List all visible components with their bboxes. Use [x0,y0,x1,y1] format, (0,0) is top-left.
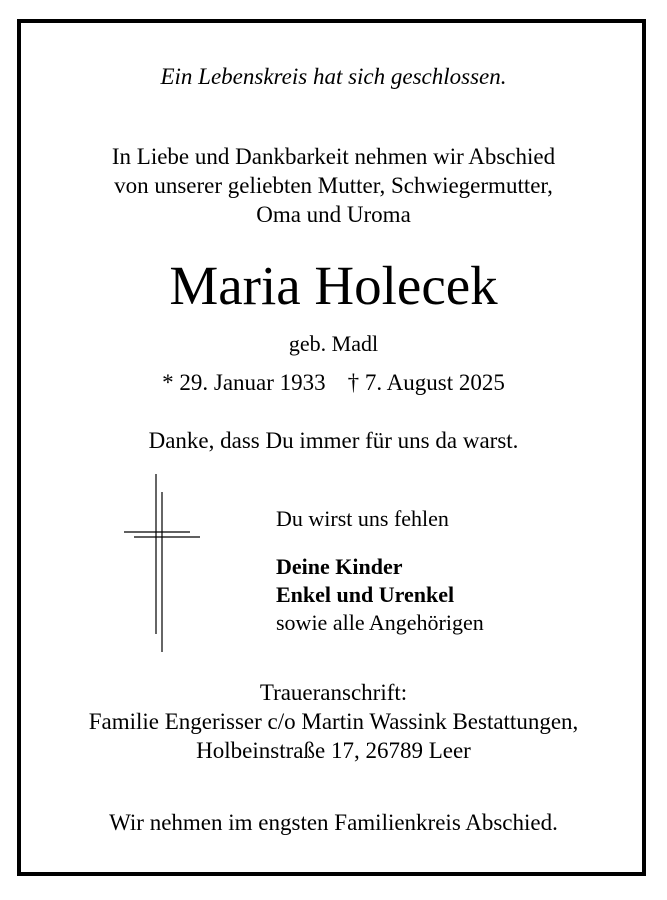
miss-you-text: Du wirst uns fehlen [276,506,449,531]
address-line-1: Familie Engerisser c/o Martin Wassink Bestattungen, [88,709,579,734]
mourning-address [0,678,667,765]
death-date: † 7. August 2025 [347,370,505,395]
intro-line-2: von unserer geliebten Mutter, Schwiegermutter, [114,173,553,198]
closing-text: Wir nehmen im engsten Familienkreis Abschied. [109,810,558,835]
family-children: Deine Kinder [276,554,403,579]
intro-line-1: In Liebe und Dankbarkeit nehmen wir Abschied [111,144,556,169]
intro-line-3: Oma und Uroma [256,202,411,227]
address-label: Traueranschrift: [259,680,408,705]
maiden-name: geb. Madl [288,331,379,356]
motto-text: Ein Lebenskreis hat sich geschlossen. [160,64,507,89]
signoff-block [276,505,484,637]
life-dates [0,370,667,396]
family-grandchildren: Enkel und Urenkel [276,582,455,607]
address-line-2: Holbeinstraße 17, 26789 Leer [196,738,471,763]
thanks-text: Danke, dass Du immer für uns da warst. [148,428,519,453]
birth-date: * 29. Januar 1933 [162,370,326,395]
family-relatives: sowie alle Angehörigen [276,610,484,635]
deceased-name: Maria Holecek [169,255,498,316]
cross-icon [124,474,204,654]
intro-text [0,142,667,229]
